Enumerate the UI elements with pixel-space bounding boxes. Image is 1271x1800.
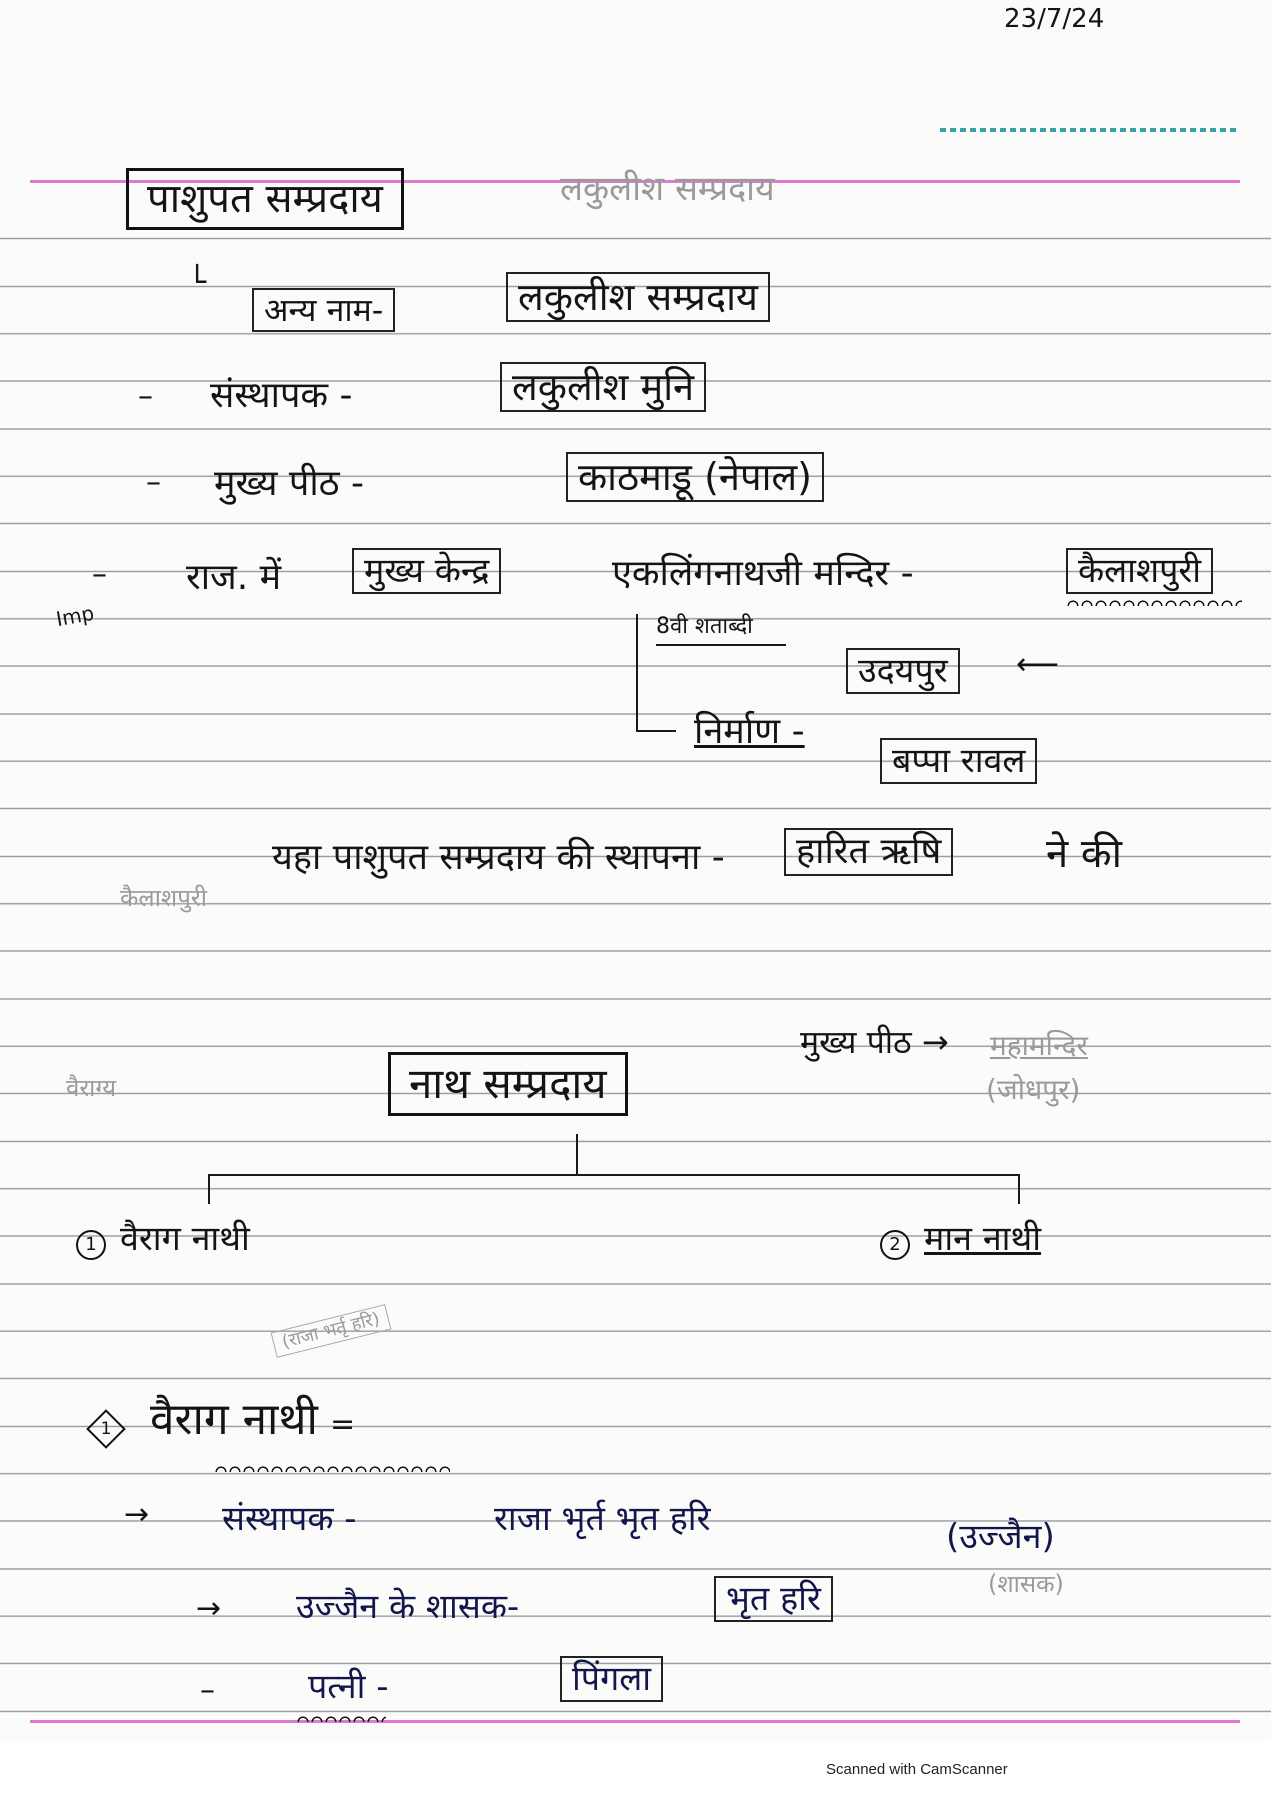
nath-seat-label: मुख्य पीठ → [800, 1023, 949, 1061]
founder-value: लकुलीश मुनि [500, 362, 706, 412]
founder-label: संस्थापक - [210, 375, 353, 416]
vairag-founder-value: राजा भृर्त भृत हरि [494, 1499, 711, 1539]
vairag-title: वैराग नाथी [150, 1394, 318, 1445]
scanner-watermark: Scanned with CamScanner [826, 1761, 1008, 1778]
estab-suffix: ने की [1046, 831, 1122, 877]
branch2-number: 2 [880, 1230, 910, 1260]
raj-center-label: मुख्य केन्द्र [352, 548, 501, 594]
estab-by: हारित ऋषि [784, 828, 953, 876]
kailashpuri: कैलाशपुरी [1066, 548, 1213, 594]
udaipur: उदयपुर [846, 648, 960, 694]
side-note: (राजा भर्तृ हरि) [271, 1304, 392, 1358]
faded-left-note: वैराग्य [66, 1074, 117, 1102]
nath-title: नाथ सम्प्रदाय [388, 1052, 628, 1116]
branch2-label: मान नाथी [924, 1219, 1042, 1259]
seat-label: मुख्य पीठ - [214, 463, 365, 504]
faded-note: लकुलीश सम्प्रदाय [560, 169, 775, 209]
footer-band [0, 1742, 1271, 1800]
branch2 [880, 1219, 1042, 1260]
raj-prefix: राज. में [186, 557, 282, 598]
branch1-label: वैराग नाथी [120, 1219, 250, 1259]
alt-name-label: अन्य नाम- [252, 288, 395, 332]
wife-underline [296, 1714, 386, 1722]
branch1-number: 1 [76, 1230, 106, 1260]
century: 8वी शताब्दी [656, 614, 753, 639]
nath-seat-place: (जोधपुर) [986, 1073, 1081, 1106]
estab-prefix: यहा पाशुपत सम्प्रदाय की स्थापना - [272, 837, 725, 878]
built-label: निर्माण - [694, 711, 805, 752]
kailashpuri-underline [1066, 598, 1242, 606]
notebook-page: 23/7/24 पाशुपत सम्प्रदाय लकुलीश सम्प्रदाय └ अन्य नाम- लकुलीश सम्प्रदाय – संस्थापक - लकुलीश मुनि – मुख्य पीठ - काठमाडू (नेपाल) Imp – राज. में मुख्य केन्द्र एकलिंगनाथजी मन्दिर - कैलाशपुरी 8वी शताब्दी उदयपुर ⟵ निर्माण - बप्पा रावल यहा पाशुपत सम्प्रदाय की स्थापना - हारित ऋषि ने की कैलाशपुरी मुख्य पीठ → महामन्दिर (जोधपुर) वैराग्य नाथ सम्प्रदाय 1 वैराग नाथी 2 मान नाथी (राजा भर्तृ हरि) 1 वैराग नाथी = → संस्थापक - राजा भृर्त भृत हरि (उज्जैन) (शासक) → उज्जैन के शासक- भृत हरि – पत्नी - पिंगला Scanned with CamScanner [0, 0, 1271, 1800]
date: 23/7/24 [1004, 4, 1105, 34]
nath-seat-value: महामन्दिर [990, 1029, 1088, 1062]
diamond-number: 1 [86, 1409, 126, 1449]
imp-tag: Imp [54, 600, 96, 632]
branch1 [76, 1219, 250, 1260]
wife-value: पिंगला [560, 1656, 663, 1702]
wife-label: पत्नी - [308, 1667, 389, 1707]
vairag-underline [214, 1464, 450, 1472]
bottom-margin-line [30, 1720, 1240, 1723]
wavy-ink-line [940, 128, 1240, 132]
raj-center-value: एकलिंगनाथजी मन्दिर - [612, 553, 914, 594]
equals-sign: = [329, 1407, 356, 1442]
arrow-icon: ⟵ [1016, 647, 1060, 682]
builder: बप्पा रावल [880, 738, 1037, 784]
ujjain: (उज्जैन) [946, 1517, 1055, 1557]
seat-value: काठमाडू (नेपाल) [566, 452, 824, 502]
vairag-founder-label: संस्थापक - [222, 1499, 357, 1539]
ruler-label: उज्जैन के शासक- [296, 1587, 520, 1627]
margin-note: कैलाशपुरी [120, 884, 207, 912]
ruler-note: (शासक) [988, 1570, 1064, 1598]
alt-name-value: लकुलीश सम्प्रदाय [506, 272, 770, 322]
vairag-heading [92, 1394, 356, 1445]
ruler-value: भृत हरि [714, 1576, 833, 1622]
pashupat-title: पाशुपत सम्प्रदाय [126, 168, 404, 230]
